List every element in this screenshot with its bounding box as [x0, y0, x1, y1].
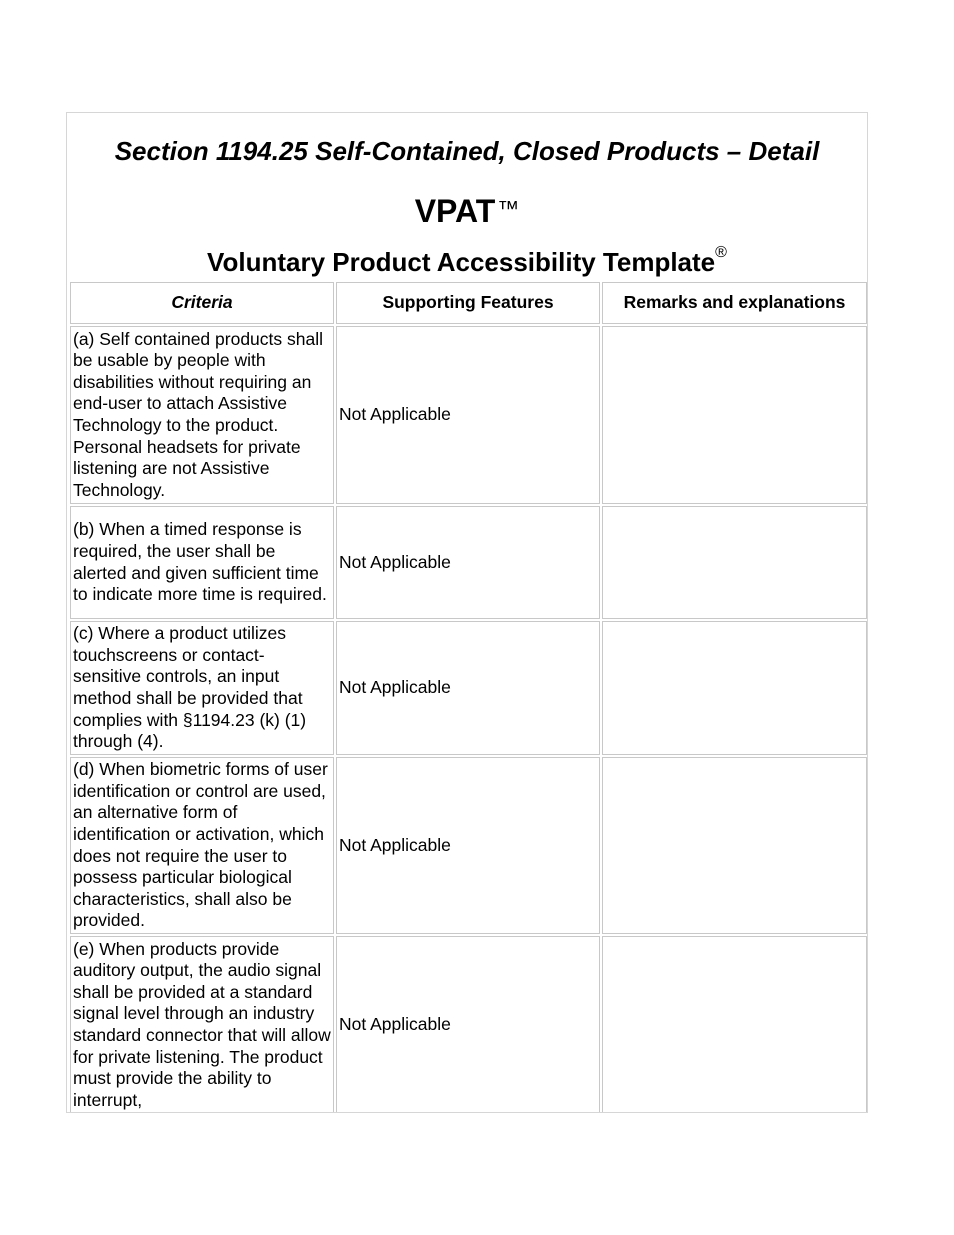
criteria-cell: (d) When biometric forms of user identification or control are used, an alternative form of identification or activation, which does not require the user to possess particular biological characteristics, shall also be provided.	[70, 757, 334, 934]
remarks-cell	[602, 621, 867, 755]
vpat-document-frame	[66, 112, 868, 1113]
supporting-features-cell: Not Applicable	[336, 621, 600, 755]
criteria-cell: (a) Self contained products shall be usable by people with disabilities without requiring an end-user to attach Assistive Technology to the product. Personal headsets for private listening are not Assistive Technology.	[70, 326, 334, 504]
trademark-symbol: ™	[497, 196, 520, 221]
vpat-subtitle-text: Voluntary Product Accessibility Template	[207, 247, 716, 277]
table-header-row	[70, 282, 867, 324]
table-row	[70, 326, 867, 504]
supporting-features-cell: Not Applicable	[336, 936, 600, 1113]
remarks-cell	[602, 326, 867, 504]
criteria-cell: (b) When a timed response is required, the user shall be alerted and given sufficient time to indicate more time is required.	[70, 506, 334, 619]
column-header-supporting-features: Supporting Features	[336, 282, 600, 324]
column-header-criteria: Criteria	[70, 282, 334, 324]
section-title: Section 1194.25 Self-Contained, Closed Products – Detail	[114, 136, 820, 166]
remarks-cell	[602, 936, 867, 1113]
criteria-table	[68, 280, 868, 1113]
supporting-features-cell: Not Applicable	[336, 326, 600, 504]
criteria-cell: (e) When products provide auditory output, the audio signal shall be provided at a standard signal level through an industry standard connector that will allow for private listening. The product must provide the ability to interrupt,	[70, 936, 334, 1113]
registered-symbol: ®	[715, 244, 727, 261]
supporting-features-cell: Not Applicable	[336, 757, 600, 934]
vpat-title-text: VPAT	[414, 193, 496, 229]
table-row	[70, 936, 867, 1113]
column-header-remarks: Remarks and explanations	[602, 282, 867, 324]
vpat-subtitle	[67, 235, 867, 280]
table-row	[70, 506, 867, 619]
vpat-title	[67, 189, 867, 231]
supporting-features-cell: Not Applicable	[336, 506, 600, 619]
table-row	[70, 621, 867, 755]
remarks-cell	[602, 757, 867, 934]
criteria-cell: (c) Where a product utilizes touchscreens or contact-sensitive controls, an input method shall be provided that complies with §1194.23 (k) (1) through (4).	[70, 621, 334, 755]
remarks-cell	[602, 506, 867, 619]
table-row	[70, 757, 867, 934]
